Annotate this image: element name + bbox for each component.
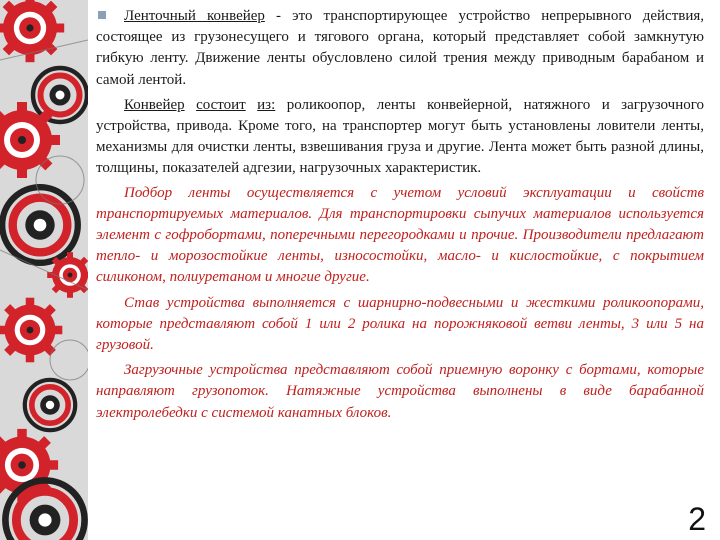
page-number: 2 bbox=[688, 501, 706, 537]
composition-text: роликоопор, ленты конвейерной, натяжного и загрузочного устройства, привода. Кроме того, на транспортер могут быть установлены ловители ленты, механизмы для очистки ленты, взвешивания груза и другие. Лента может быть разной длины, толщины, показателей адгезии, нагрузочных характеристик. bbox=[96, 96, 705, 177]
paragraph-frame: Став устройства выполняется с шарнирно-подвесными и жесткими роликоопорами, которые представляют собой 1 или 2 ролика на порожняковой ветви ленты, 3 или 5 на грузовой. bbox=[96, 294, 704, 354]
gears-icon bbox=[0, 0, 88, 540]
lead-word: Конвейер bbox=[124, 96, 185, 113]
paragraph-composition bbox=[96, 95, 704, 180]
gear-decoration-strip bbox=[0, 0, 88, 540]
term-conveyor: Ленточный конвейер bbox=[124, 8, 265, 24]
paragraph-loading: Загрузочные устройства представляют собой приемную воронку с бортами, которые направляют грузопоток. Натяжные устройства выполнены в виде барабанной электролебедки с системой канатных блоков. bbox=[96, 362, 704, 421]
lead-word: состоит bbox=[196, 96, 246, 113]
lead-word: из: bbox=[257, 96, 276, 113]
paragraph-belt-selection: Подбор ленты осуществляется с учетом условий эксплуатации и свойств транспортируемых материалов. Для транспортировки сыпучих материалов используется элемент с гофробортами, поперечными перегородками и прочие. Производители предлагают тепло- и морозостойкие ленты, износостойки, масло- и кислостойкие, с покрытием силиконом, полиуретаном и многие другие. bbox=[96, 184, 704, 286]
paragraph-definition bbox=[96, 6, 704, 91]
definition-text: - это транспортирующее устройство непрерывного действия, состоящее из грузонесущего и тягового органа, который представляет собой замкнутую гибкую ленту. Движение ленты обусловлено силой трения между приводным барабаном и самой лентой. bbox=[96, 8, 705, 88]
document-body bbox=[96, 6, 704, 506]
bullet-icon bbox=[98, 11, 106, 19]
